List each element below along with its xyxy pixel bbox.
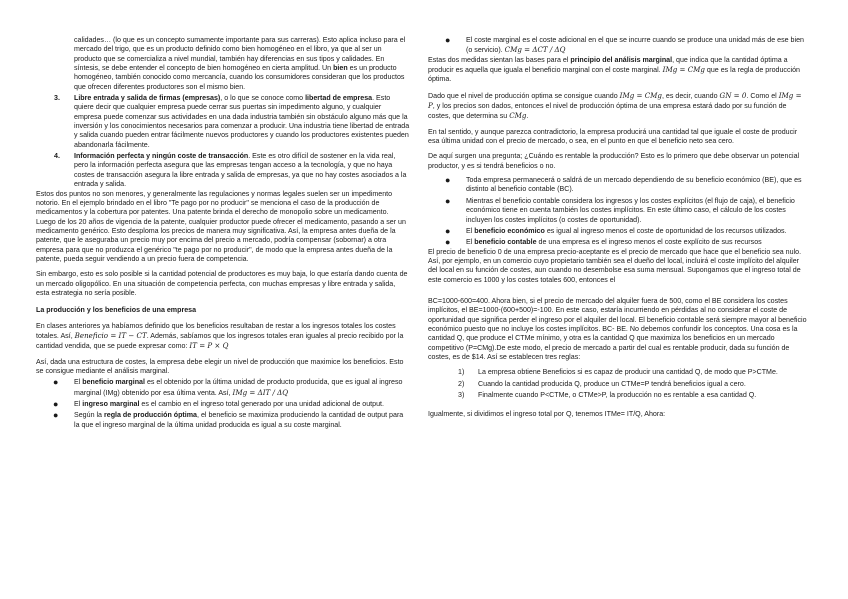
bullet-contable-vs-economico: ● Mientras el beneficio contable considera los ingresos y los costes explícitos (el flujo de caja), el beneficio económico tiene en cuenta también los costes implícitos. En este último caso, el cálculo de los costes incluyen los costes implícitos (o costes de oportunidad).: [445, 195, 795, 224]
paragraph-zero-profit: En tal sentido, y aunque parezca contradictorio, la empresa producirá una cantidad tal que iguale el coste de producir esa última unidad con el precio de mercado, o sea, en el punto en que el beneficio neto sea cero.: [428, 127, 798, 146]
bullet-icon: ●: [53, 410, 59, 421]
paragraph-homogeneous-good: calidades… (lo que es un concepto sumamente importante para sus carreras). Esto aplica incluso para el mercado del trigo, que es un producto definido como bien homogéneo en el libro, ya que al ser un producto que se comercializa a nivel mundial, también hay diferencias en sus tipos y calidades. En síntesis, se debe entender el concepto de bien homogéneo en cierta amplitud. Un bien es un producto homogéneo, también conocido como mercancía, cuando los consumidores consideran que los productos que ofrecen diferentes productores son el mismo bien.: [74, 36, 406, 91]
bullet-beneficio-economico-be: ● Toda empresa permanecerá o saldrá de un mercado dependiendo de su beneficio económico (BE), que es distinto al beneficio contable (BC).: [445, 175, 802, 194]
formula-img: IMg = ΔIT / ΔQ: [232, 387, 289, 397]
bullet-coste-marginal: ● El coste marginal es el coste adicional en el que se incurre cuando se produce una unidad más de ese bien (o servicio). CMg = ΔCT / ΔQ: [445, 35, 804, 55]
left-column: [36, 36, 410, 430]
paragraph-marginal-analysis: Así, dada una estructura de costes, la empresa debe elegir un nivel de producción que maximice los beneficios. Esto se consigue mediante el análisis marginal.: [36, 357, 404, 375]
paragraph-marginal-principle: Estas dos medidas sientan las bases para el principio del análisis marginal, que indica que la cantidad óptima a producir es aquella que iguala el beneficio marginal con el coste marginal. IMg = CMg que es la regla de producción óptima.: [428, 55, 800, 84]
bullet-beneficio-contable: ● El beneficio contable de una empresa es el ingreso menos el coste explícito de sus recursos: [445, 237, 762, 248]
paragraph-break-even-price: El precio de beneficio 0 de una empresa precio-aceptante es el precio de mercado que hace que el beneficio sea nulo. Así, por ejemplo, en un comercio cuyo propietario también sea el dueño del local, incluirá el coste implícito del alquiler del local en su función de costes, aun cuando no desembolse esa suma mensual. Supongamos que el ingreso total de este comercio es 1000 y los costes totales 600, entonces el: [428, 247, 802, 284]
bullet-icon: ●: [53, 377, 59, 388]
list-number: 4.: [54, 152, 60, 161]
formula-beneficio: Beneficio = IT − CT: [74, 330, 147, 340]
paragraph-optimal-production: Dado que el nivel de producción optima se consigue cuando IMg = CMg, es decir, cuando GN = 0. Como el IMg = P, y los precios son dados, entonces el nivel de producción óptima de una empresa estará dado por su función de costes, que determina su CMg.: [428, 90, 802, 121]
bullet-icon: ●: [445, 195, 451, 206]
rule-item-3: 3) Finalmente cuando P<CTMe, o CTMe>P, la producción no es rentable a esa cantidad Q.: [458, 391, 757, 399]
rule-number: 2): [458, 379, 465, 388]
paragraph-patents: Estos dos puntos no son menores, y generalmente las regulaciones y normas legales suelen ser un impedimento notorio. En el ejemplo brindado en el libro "Te pago por no producir" se menciona el caso de la producción de medicamentos y la cobertura por patentes. Una patente brinda el derecho de monopolio sobre un medicamento. Luego de los 20 años de vigencia de la patente, cualquier productor puede ofrecer el medicamento, pasando a ser un medicamento genérico. Esto desploma los precios de manera muy significativa. Así, la empresa antes dueña de la patente, que le aseguraba un precio muy por encima del precio a mercado, podría compensar (sobornar) a otra empresa para que no produzca el genérico "te pago por no producir", de modo que la empresa antes dueña de la patente, pueda seguir vendiendo a un precio fuera de competencia.: [36, 189, 406, 263]
paragraph-itme: Igualmente, si dividimos el ingreso total por Q, tenemos ITMe= IT/Q, Ahora:: [428, 410, 666, 419]
paragraph-oligopoly: Sin embargo, esto es solo posible si la cantidad potencial de productores es muy baja, lo que estaría dando cuenta de un mercado oligopólico. En una situación de competencia perfecta, con muchas empresas y libre entrada y salida, esta estrategia no sería posible.: [36, 270, 408, 297]
bullet-beneficio-marginal: ● El beneficio marginal es el obtenido por la última unidad de producto producida, que es igual al ingreso marginal (IMg) obtenido por esa última venta. Así, IMg = ΔIT / ΔQ: [53, 377, 403, 397]
list-item-4: 4. Información perfecta y ningún coste de transacción. Este es otro difícil de sostener en la vida real, pero la información perfecta asegura que las empresas tengan acceso a la tecnología, y que no haya costes de transacción asegura la libre entrada y salida de empresas, ya que no hay costes asociados a la entrada y salida.: [54, 152, 407, 189]
paragraph-total-revenue: En clases anteriores ya habíamos definido que los beneficios resultaban de restar a los ingresos totales los costes totales. Así, Beneficio = IT − CT. Además, sabíamos que los ingresos totales eran iguales al precio recibido por la cantidad vendida, que se puede expresar como: IT = P × Q: [36, 321, 404, 351]
rule-item-2: 2) Cuando la cantidad producida Q, produce un CTMe=P tendrá beneficios igual a cero.: [458, 379, 746, 388]
list-item-3: 3. Libre entrada y salida de firmas (empresas), o lo que se conoce como libertad de empresa. Esto quiere decir que cualquier empresa puede cerrar sus puertas sin impedimento alguno, y cualquier empresa puede comenzar sus actividades en una dada industria también sin obstáculo alguno más que la inversión y los conocimientos necesarios para comenzar a producir. Una industria tiene libertad de entrada y salida cuando pueden entrar fácilmente nuevos productores y cuando los productores existentes pueden abandonarla fácilmente.: [54, 94, 410, 149]
bullet-beneficio-economico: ● El beneficio económico es igual al ingreso menos el coste de oportunidad de los recursos utilizados.: [445, 225, 787, 236]
bullet-ingreso-marginal: ● El ingreso marginal es el cambio en el ingreso total generado por una unidad adicional de output.: [53, 399, 384, 410]
rule-number: 1): [458, 368, 465, 377]
formula-img-cmg: IMg = CMg: [662, 65, 705, 75]
formula-it: IT = P × Q: [189, 341, 229, 351]
right-column: [428, 36, 810, 420]
paragraph-bc-example: BC=1000-600=400. Ahora bien, si el precio de mercado del alquiler fuera de 500, como el BE considera los costes implícitos, el BE=1000-(600+500)=-100. En este caso, estaría incurriendo en pérdidas al no considerar el coste de oportunidad que significa perder el ingreso por el alquiler del local. El beneficio contable será siempre mayor al beneficio económico puesto que no incluye los costes implícitos. BC- BE. No debemos confundir los conceptos. Una cosa es la cantidad Q, que produce el CTMe mínimo, y otra es la cantidad Q que maximiza los beneficios en un mercado competitivo (P=CMg).De este modo, el precio de mercado a partir del cual es rentable producir, dada su función de costes, es de $14. Así se establecen tres reglas:: [428, 296, 807, 361]
bullet-icon: ●: [53, 399, 59, 410]
bullet-icon: ●: [445, 175, 451, 186]
bullet-icon: ●: [445, 35, 451, 45]
section-heading: La producción y los beneficios de una empresa: [36, 306, 197, 315]
bullet-regla-produccion: ● Según la regla de producción óptima, el beneficio se maximiza produciendo la cantidad de output para la que el ingreso marginal de la última unidad producida es igual a su coste marginal.: [53, 410, 404, 429]
paragraph-question: De aquí surgen una pregunta; ¿Cuándo es rentable la producción? Esto es lo primero que debe observar un potencial productor, y es si tendrá beneficios o no.: [428, 152, 800, 170]
list-number: 3.: [54, 94, 60, 103]
formula-cmg: CMg = ΔCT / ΔQ: [504, 45, 566, 55]
term-bien: bien: [333, 64, 348, 73]
rule-item-1: 1) La empresa obtiene Beneficios si es capaz de producir una cantidad Q, de modo que P>CTMe.: [458, 368, 778, 377]
bullet-icon: ●: [445, 225, 451, 236]
rule-number: 3): [458, 391, 465, 399]
bullet-icon: ●: [445, 237, 451, 248]
